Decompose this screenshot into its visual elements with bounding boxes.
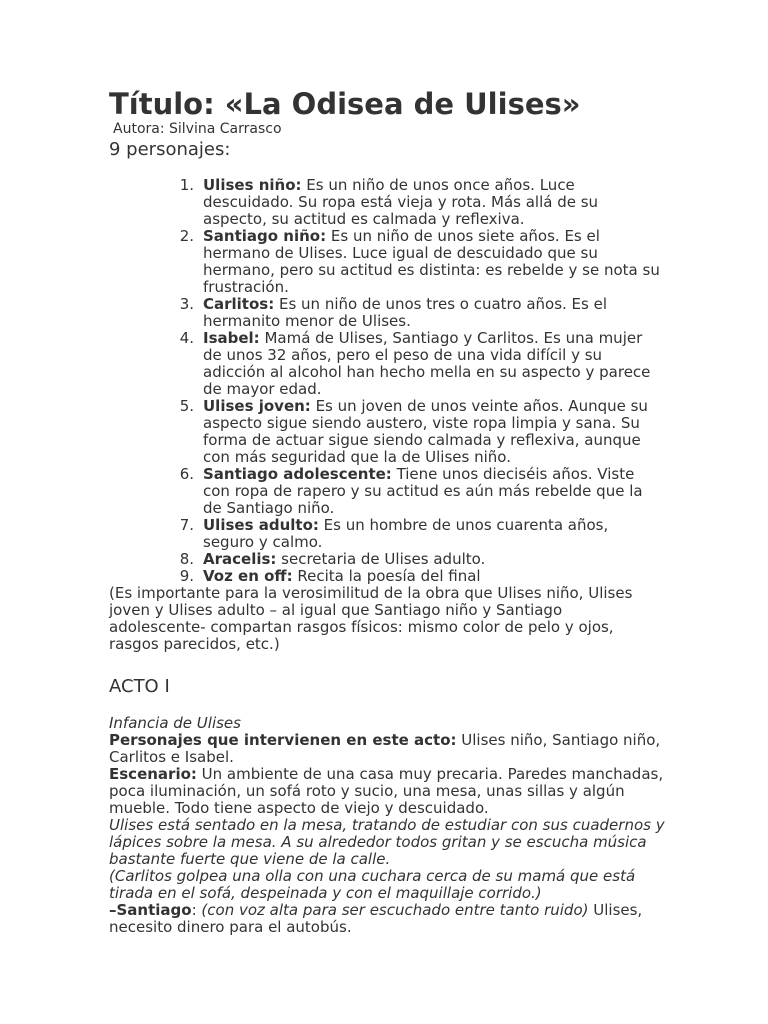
act-heading: ACTO I (109, 676, 170, 697)
character-list (178, 177, 660, 585)
dialogue-line (109, 902, 669, 936)
list-number: 1. (179, 176, 194, 194)
character-name: Voz en off: (203, 567, 293, 585)
character-description: Tiene unos dieciséis años. Viste con ropa de rapero y su actitud es aún más rebelde que la de Santiago niño. (203, 465, 643, 517)
character-description: Mamá de Ulises, Santiago y Carlitos. Es una mujer de unos 32 años, pero el peso de una vida difícil y su adicción al alcohol han hecho mella en su aspecto y parece de mayor edad. (203, 329, 651, 398)
list-number: 2. (179, 227, 194, 245)
act-characters (109, 732, 669, 766)
character-name: Isabel: (203, 329, 260, 347)
list-number: 9. (179, 567, 194, 585)
dialogue-direction: (con voz alta para ser escuchado entre tanto ruido) (201, 901, 589, 919)
character-description: Es un niño de unos once años. Luce descuidado. Su ropa está vieja y rota. Más allá de su aspecto, su actitud es calmada y reflexiva. (203, 176, 599, 228)
stage-direction: Ulises está sentado en la mesa, tratando de estudiar con sus cuadernos y lápices sobre la mesa. A su alrededor todos gritan y se escucha música bastante fuerte que viene de la calle. (109, 816, 665, 868)
list-item (178, 551, 660, 568)
dialogue-text: Ulises, necesito dinero para el autobús. (109, 901, 643, 936)
list-number: 5. (179, 397, 194, 415)
list-item (178, 568, 660, 585)
character-description: Recita la poesía del final (292, 567, 481, 585)
character-name: Aracelis: (203, 550, 277, 568)
act-characters-label: Personajes que intervienen en este acto: (109, 731, 457, 749)
act-setting (109, 766, 669, 817)
dialogue-speaker: –Santiago (109, 901, 192, 919)
character-name: Ulises niño: (203, 176, 302, 194)
character-description: Es un joven de unos veinte años. Aunque su aspecto sigue siendo austero, viste ropa limpia y sana. Su forma de actuar sigue siendo calmada y reflexiva, aunque con más seguridad que la de Ulises niño. (203, 397, 648, 466)
list-item (178, 296, 660, 330)
character-name: Carlitos: (203, 295, 275, 313)
list-item (178, 398, 660, 466)
document-title: Título: «La Odisea de Ulises» (109, 87, 581, 121)
dialogue-colon: : (191, 901, 202, 919)
list-number: 8. (179, 550, 194, 568)
list-number: 3. (179, 295, 194, 313)
act-characters-value: Ulises niño, Santiago niño, Carlitos e Isabel. (109, 731, 661, 766)
list-item (178, 466, 660, 517)
character-description: Es un niño de unos tres o cuatro años. Es el hermanito menor de Ulises. (203, 295, 608, 330)
character-description: secretaria de Ulises adulto. (276, 550, 486, 568)
list-item (178, 517, 660, 551)
list-item (178, 177, 660, 228)
character-name: Santiago niño: (203, 227, 327, 245)
stage-direction: (Carlitos golpea una olla con una cuchara cerca de su mamá que está tirada en el sofá, despeinada y con el maquillaje corrido.) (109, 867, 636, 902)
list-number: 4. (179, 329, 194, 347)
author-line: Autora: Silvina Carrasco (113, 121, 282, 137)
list-item (178, 228, 660, 296)
character-description: Es un niño de unos siete años. Es el hermano de Ulises. Luce igual de descuidado que su hermano, pero su actitud es distinta: es rebelde y se nota su frustración. (203, 227, 660, 296)
character-count-heading: 9 personajes: (109, 139, 231, 160)
act-body (109, 715, 669, 936)
character-description: Es un hombre de unos cuarenta años, seguro y calmo. (203, 516, 609, 551)
character-name: Ulises adulto: (203, 516, 319, 534)
list-number: 7. (179, 516, 194, 534)
list-number: 6. (179, 465, 194, 483)
act-setting-value: Un ambiente de una casa muy precaria. Paredes manchadas, poca iluminación, un sofá roto y sucio, una mesa, unas sillas y algún mueble. Todo tiene aspecto de viejo y descuidado. (109, 765, 664, 817)
character-name: Ulises joven: (203, 397, 311, 415)
act-setting-label: Escenario: (109, 765, 197, 783)
casting-note: (Es importante para la verosimilitud de la obra que Ulises niño, Ulises joven y Ulises adulto – al igual que Santiago niño y Santiago adolescente- compartan rasgos físicos: mismo color de pelo y ojos, rasgos parecidos, etc.) (109, 584, 633, 653)
list-item (178, 330, 660, 398)
act-subtitle: Infancia de Ulises (109, 714, 241, 732)
character-name: Santiago adolescente: (203, 465, 392, 483)
